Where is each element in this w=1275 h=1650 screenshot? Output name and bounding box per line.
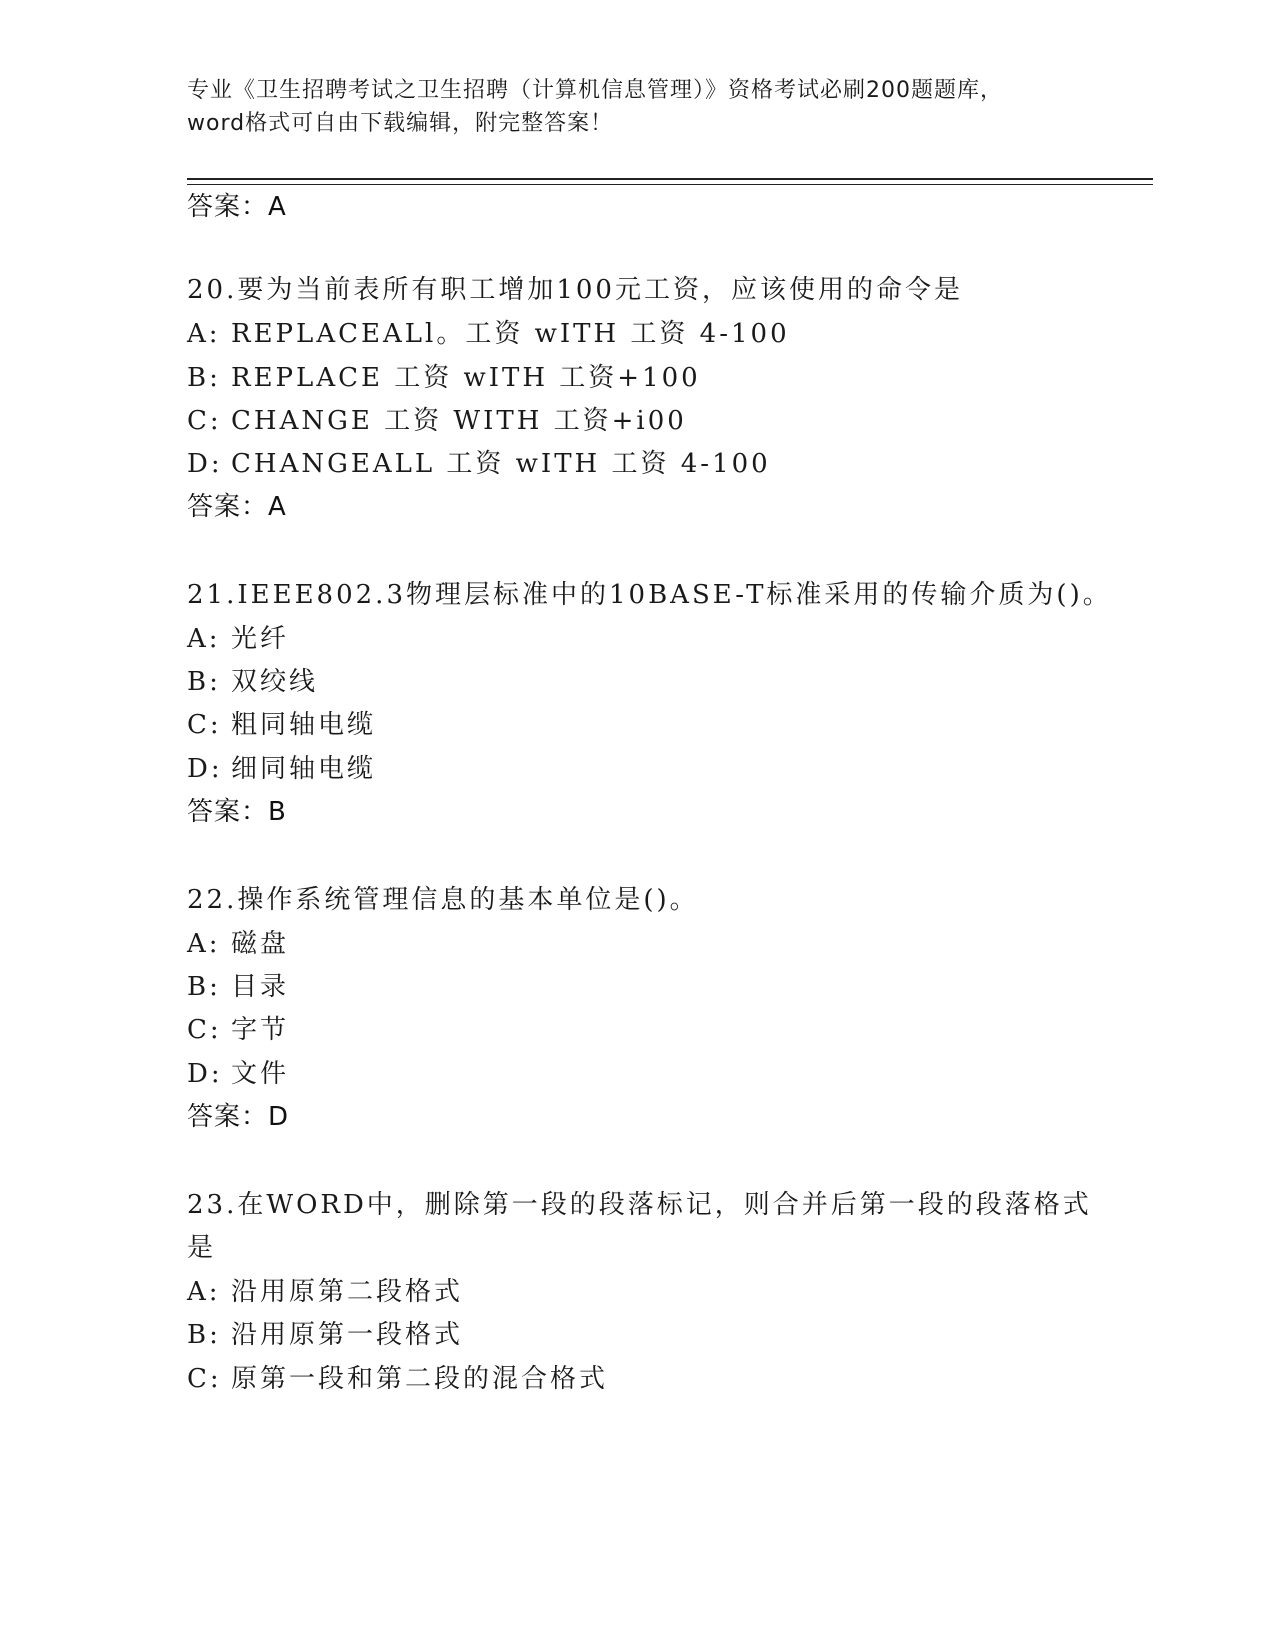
header-line-1: 专业《卫生招聘考试之卫生招聘（计算机信息管理）》资格考试必刷200题题库， bbox=[187, 78, 1003, 103]
question-23-option-c bbox=[187, 1364, 608, 1394]
question-23-stem-line-2: 是 bbox=[187, 1233, 217, 1263]
question-22-stem: 22.操作系统管理信息的基本单位是()。 bbox=[187, 885, 699, 915]
option-text: CHANGEALL 工资 wITH 工资 4-100 bbox=[231, 449, 771, 479]
header-divider-thick bbox=[187, 178, 1153, 180]
option-letter: B: bbox=[187, 667, 221, 697]
option-letter: A: bbox=[187, 1277, 221, 1307]
option-letter: D: bbox=[187, 449, 223, 479]
option-text: 文件 bbox=[231, 1059, 290, 1089]
header-divider-thin bbox=[187, 184, 1153, 185]
option-letter: C: bbox=[187, 406, 222, 436]
option-letter: B: bbox=[187, 972, 221, 1002]
question-23-stem-line-1: 23.在WORD中，删除第一段的段落标记，则合并后第一段的段落格式 bbox=[187, 1190, 1092, 1220]
question-21-stem: 21.IEEE802.3物理层标准中的10BASE-T标准采用的传输介质为()。 bbox=[187, 580, 1112, 610]
option-text: 光纤 bbox=[231, 624, 290, 654]
question-20-option-b bbox=[187, 363, 701, 393]
option-text: 字节 bbox=[231, 1015, 290, 1045]
option-letter: D: bbox=[187, 1059, 223, 1089]
question-20-answer: 答案：A bbox=[187, 492, 287, 522]
question-22-option-b bbox=[187, 972, 289, 1002]
option-letter: B: bbox=[187, 363, 221, 393]
option-text: 目录 bbox=[231, 972, 290, 1002]
option-text: 细同轴电缆 bbox=[231, 754, 377, 784]
option-letter: A: bbox=[187, 929, 221, 959]
option-text: 沿用原第一段格式 bbox=[231, 1320, 464, 1350]
question-20-option-d bbox=[187, 449, 771, 479]
option-letter: D: bbox=[187, 754, 223, 784]
answer-prev: 答案：A bbox=[187, 192, 287, 222]
question-22-option-a bbox=[187, 929, 289, 959]
question-21-option-c bbox=[187, 710, 376, 740]
question-22-option-d bbox=[187, 1059, 289, 1089]
option-letter: A: bbox=[187, 319, 221, 349]
option-letter: A: bbox=[187, 624, 221, 654]
option-text: 磁盘 bbox=[231, 929, 290, 959]
option-letter: C: bbox=[187, 1015, 222, 1045]
option-text: 双绞线 bbox=[231, 667, 319, 697]
option-text: 沿用原第二段格式 bbox=[231, 1277, 464, 1307]
question-21-option-a bbox=[187, 624, 289, 654]
option-letter: C: bbox=[187, 1364, 222, 1394]
option-text: REPLACE 工资 wITH 工资+100 bbox=[231, 363, 701, 393]
document-header bbox=[187, 74, 1087, 140]
option-text: REPLACEALl。工资 wITH 工资 4-100 bbox=[231, 319, 790, 349]
option-letter: C: bbox=[187, 710, 222, 740]
question-22-option-c bbox=[187, 1015, 289, 1045]
question-21-option-d bbox=[187, 754, 376, 784]
question-21-answer: 答案：B bbox=[187, 797, 287, 827]
option-text: 原第一段和第二段的混合格式 bbox=[231, 1364, 609, 1394]
header-line-2: word格式可自由下载编辑，附完整答案！ bbox=[187, 111, 614, 136]
option-text: 粗同轴电缆 bbox=[231, 710, 377, 740]
question-22-answer: 答案：D bbox=[187, 1102, 290, 1132]
question-20-option-c bbox=[187, 406, 687, 436]
option-text: CHANGE 工资 WITH 工资+i00 bbox=[231, 406, 687, 436]
option-letter: B: bbox=[187, 1320, 221, 1350]
question-23-option-a bbox=[187, 1277, 463, 1307]
question-21-option-b bbox=[187, 667, 318, 697]
question-23-option-b bbox=[187, 1320, 463, 1350]
question-20-option-a bbox=[187, 319, 790, 349]
question-20-stem: 20.要为当前表所有职工增加100元工资，应该使用的命令是 bbox=[187, 275, 963, 305]
